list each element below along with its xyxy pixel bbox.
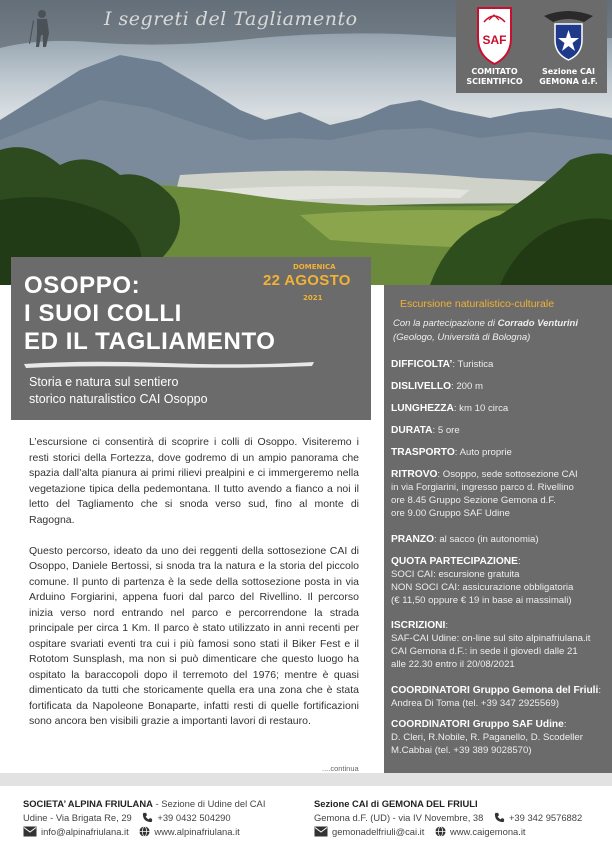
description-paragraph-1: L’escursione ci consentirà di scoprire i colli di Osoppo. Visiteremo i resti storici della Fortezza, dove godremo di un ampio panorama che spazia dall’alta pianura ai primi rilievi prealpini e ci immergeremo nella vegetazione tipica della pedemontana. Il tutto avendo a fianco a noi il letto del Tagliamento che si snoda verso sud, fino al monte di Ragogna. — [29, 436, 359, 526]
ritrovo-line-4: ore 9.00 Gruppo SAF Udine — [391, 508, 510, 519]
dislivello-value: : 200 m — [451, 381, 483, 392]
title-panel — [11, 257, 371, 420]
iscrizioni-colon: : — [445, 620, 449, 631]
trasporto-label: TRASPORTO — [391, 447, 455, 458]
footer-divider-band — [0, 773, 612, 786]
ritrovo-label: RITROVO — [391, 469, 438, 480]
phone-icon — [142, 812, 153, 823]
event-subtitle-line-1: Storia e natura sul sentiero — [29, 375, 179, 389]
footer-gemona-address: Gemona d.F. (UD) - via IV Novembre, 38 — [314, 812, 484, 823]
phone-icon — [494, 812, 505, 823]
info-lunghezza — [391, 402, 607, 415]
quota-line-1: SOCI CAI: escursione gratuita — [391, 569, 520, 580]
quota-line-3: (€ 11,50 oppure € 19 in base ai massimali) — [391, 595, 572, 606]
footer-gemona-website[interactable]: www.caigemona.it — [449, 826, 526, 837]
saf-caption-2: SCIENTIFICO — [466, 77, 523, 86]
footer-saf-email[interactable]: info@alpinafriulana.it — [41, 826, 129, 837]
cai-caption-1: Sezione CAI — [541, 67, 596, 76]
info-coordinatori-gemona — [391, 684, 607, 710]
info-trasporto — [391, 446, 607, 459]
cai-eagle-icon — [530, 0, 607, 70]
dislivello-label: DISLIVELLO — [391, 381, 451, 392]
quota-line-2: NON SOCI CAI: assicurazione obbligatoria — [391, 582, 574, 593]
coord-gemona-label: COORDINATORI Gruppo Gemona del Friuli — [391, 685, 599, 696]
coord-saf-line-2: M.Cabbai (tel. +39 389 9028570) — [391, 745, 532, 756]
description-paragraph-2: Questo percorso, ideato da uno dei reggenti della sottosezione CAI di Osoppo, Daniele Bertossi, si snoda tra la natura e la storia del piccolo comune. Il punto di partenza è la sede della sottosezione posta in via Arduino Forgiarini, appena fuori dal parco del Rivellino. Il percorso inizia verso nord entrando nel parco e percorrendone la strada principale per circa 1 Km. Il parco è stato utilizzato in anni recenti per ospitare svariati eventi tra cui i più famosi sono stati il Biker Fest e il Rototom Sunsplash, ma non si può dimenticare che questo luogo ha ospitato la baraccopoli dopo il terremoto del 1976; mentre è quasi dimenticato da tutti che storicamente quella era una zona che è stata fortificata da Napoleone Bonaparte, infatti resti di quelle fortificazioni sono ancora ben visibili grazie a importanti lavori di restauro. — [29, 544, 359, 727]
info-coordinatori-saf — [391, 718, 607, 757]
coord-saf-label: COORDINATORI Gruppo SAF Udine — [391, 719, 564, 730]
footer-saf-suffix: - Sezione di Udine del CAI — [152, 798, 266, 809]
info-quota — [391, 555, 607, 607]
guest-prefix: Con la partecipazione di — [393, 318, 498, 329]
footer-saf-contacts — [23, 797, 308, 839]
web-globe-icon — [435, 826, 446, 837]
pranzo-label: PRANZO — [391, 534, 435, 545]
pranzo-value: : al sacco (in autonomia) — [434, 534, 539, 545]
lunghezza-value: : km 10 circa — [453, 403, 509, 414]
guest-credit — [393, 317, 578, 345]
footer-gemona-contacts — [314, 797, 609, 839]
footer — [0, 786, 612, 865]
iscrizioni-label: ISCRIZIONI — [391, 620, 446, 631]
description-text — [29, 435, 359, 745]
trasporto-value: : Auto proprie — [454, 447, 512, 458]
footer-saf-name: SOCIETA’ ALPINA FRIULANA — [23, 798, 153, 809]
iscrizioni-line-1: SAF-CAI Udine: on-line sul sito alpinafriulana.it — [391, 633, 591, 644]
lunghezza-label: LUNGHEZZA — [391, 403, 454, 414]
event-subtitle — [29, 374, 309, 408]
event-subtitle-line-2: storico naturalistico CAI Osoppo — [29, 392, 208, 406]
info-durata — [391, 424, 607, 437]
event-date: 22 AGOSTO — [263, 272, 351, 289]
brush-stroke-divider — [24, 359, 314, 369]
durata-label: DURATA — [391, 425, 433, 436]
footer-saf-phone[interactable]: +39 0432 504290 — [157, 812, 231, 823]
iscrizioni-line-3: alle 22.30 entro il 20/08/2021 — [391, 659, 515, 670]
coord-saf-colon: : — [563, 719, 567, 730]
email-icon — [23, 826, 37, 837]
cai-logo — [530, 0, 607, 93]
quota-label: QUOTA PARTECIPAZIONE — [391, 556, 518, 567]
guest-affiliation: (Geologo, Università di Bologna) — [393, 332, 531, 343]
durata-value: : 5 ore — [432, 425, 460, 436]
footer-saf-address: Udine - Via Brigata Re, 29 — [23, 812, 132, 823]
ritrovo-line-2: in via Forgiarini, ingresso parco d. Rivellino — [391, 482, 574, 493]
event-title-line-1: OSOPPO: — [24, 272, 141, 299]
event-weekday: DOMENICA — [293, 263, 336, 271]
ritrovo-line-1: : Osoppo, sede sottosezione CAI — [437, 469, 578, 480]
series-title: I segreti del Tagliamento — [104, 8, 358, 30]
excursion-type: Escursione naturalistico-culturale — [400, 298, 555, 310]
info-dislivello — [391, 380, 607, 393]
info-sidebar — [384, 285, 612, 773]
difficolta-value: : Turistica — [452, 359, 494, 370]
coord-gemona-colon: : — [598, 685, 602, 696]
coord-gemona-value: Andrea Di Toma (tel. +39 347 2925569) — [391, 698, 560, 709]
coord-saf-line-1: D. Cleri, R.Nobile, R. Paganello, D. Scodeller — [391, 732, 583, 743]
saf-shield-icon — [456, 0, 533, 70]
info-iscrizioni — [391, 619, 607, 671]
saf-caption-1: COMITATO — [471, 67, 518, 76]
cai-caption-2: GEMONA d.F. — [539, 77, 598, 86]
event-title-line-3: ED IL TAGLIAMENTO — [24, 328, 276, 355]
event-title-line-2: I SUOI COLLI — [24, 300, 182, 327]
footer-gemona-email[interactable]: gemonadelfriuli@cai.it — [332, 826, 425, 837]
hero-landscape-photo — [0, 0, 612, 285]
info-difficolta — [391, 358, 607, 371]
web-globe-icon — [139, 826, 150, 837]
saf-logo — [456, 0, 533, 93]
footer-saf-website[interactable]: www.alpinafriulana.it — [154, 826, 240, 837]
saf-mark: SAF — [482, 33, 507, 47]
footer-gemona-name: Sezione CAI di GEMONA DEL FRIULI — [314, 798, 478, 809]
info-ritrovo — [391, 468, 607, 520]
footer-gemona-phone[interactable]: +39 342 9576882 — [508, 812, 583, 823]
difficolta-label: DIFFICOLTA’ — [391, 359, 453, 370]
ritrovo-line-3: ore 8.45 Gruppo Sezione Gemona d.F. — [391, 495, 556, 506]
guest-name: Corrado Venturini — [497, 318, 578, 329]
info-pranzo — [391, 533, 607, 546]
email-icon — [314, 826, 328, 837]
continua-note: ....continua — [322, 764, 359, 773]
event-title — [24, 272, 294, 356]
iscrizioni-line-2: CAI Gemona d.F.: in sede il giovedì dalle 21 — [391, 646, 578, 657]
event-year: 2021 — [303, 294, 323, 302]
quota-colon: : — [517, 556, 521, 567]
